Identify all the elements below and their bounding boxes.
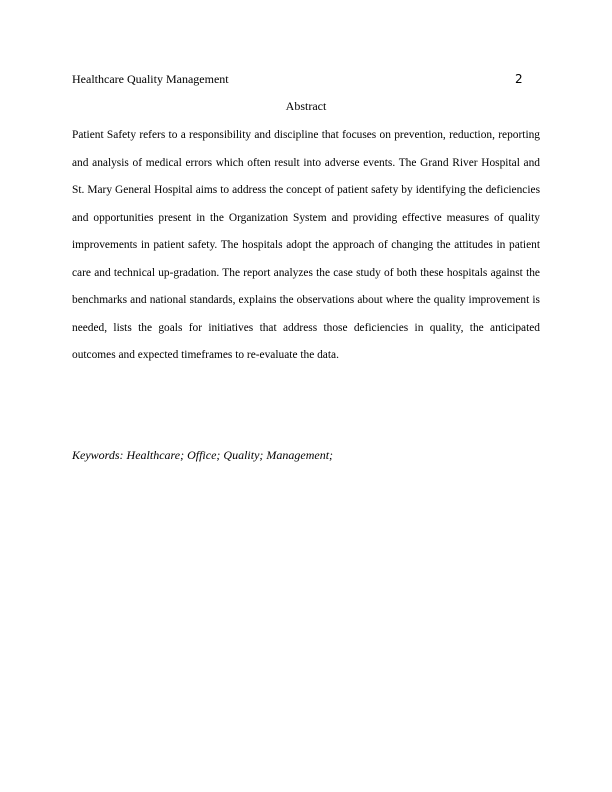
- abstract-heading: Abstract: [285, 99, 327, 113]
- running-head: Healthcare Quality Management: [72, 72, 229, 86]
- keywords-line: Keywords: Healthcare; Office; Quality; Management;: [72, 448, 334, 462]
- abstract-body: Patient Safety refers to a responsibility and discipline that focuses on prevention, reduction, reporting and analysis of medical errors which often result into adverse events. The Grand River Hospital and St. Mary General Hospital aims to address the concept of patient safety by identifying the deficiencies and opportunities present in the Organization System and providing effective measures of quality improvements in patient safety. The hospitals adopt the approach of changing the attitudes in patient care and technical up-gradation. The report analyzes the case study of both these hospitals against the benchmarks and national standards, explains the observations about where the quality improvement is needed, lists the goals for initiatives that address those deficiencies in quality, the anticipated outcomes and expected timeframes to re-evaluate the data.: [72, 129, 540, 361]
- page-number: 2: [515, 72, 523, 86]
